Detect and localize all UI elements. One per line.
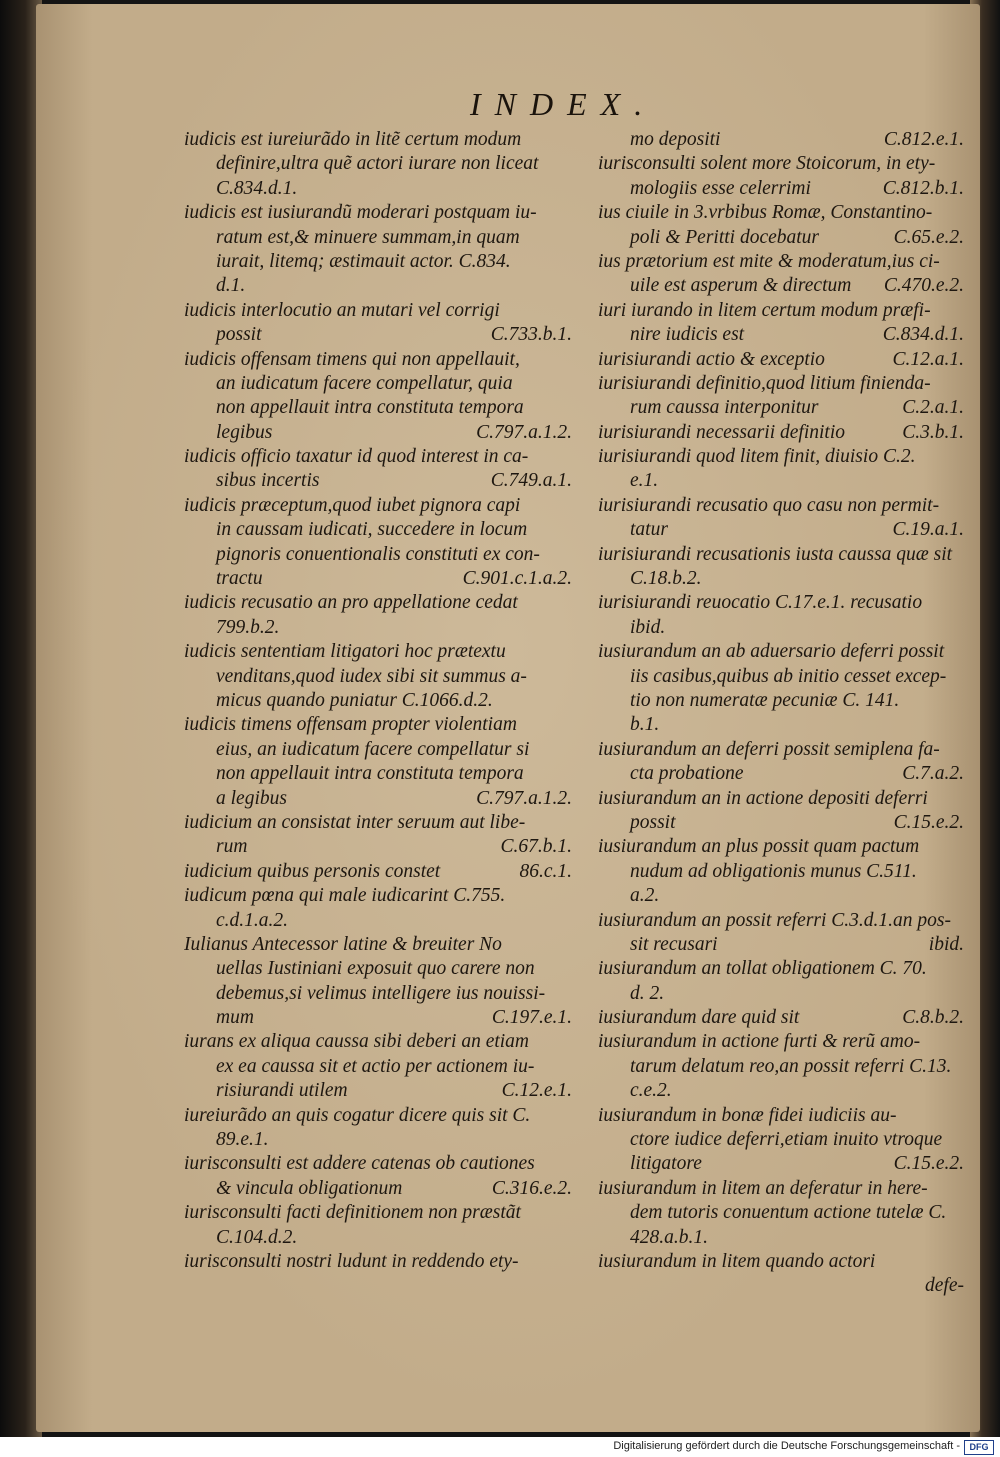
index-line: ibid. bbox=[630, 616, 666, 638]
index-reference: ibid. bbox=[928, 933, 964, 955]
index-line: iusiurandum in bonæ fidei iudiciis au- bbox=[598, 1104, 897, 1126]
index-line bbox=[598, 1152, 964, 1176]
index-line: iudicis est iusiurandũ moderari postquam iu- bbox=[184, 202, 537, 224]
index-line: iurisiurandi reuocatio C.17.e.1. recusatio bbox=[598, 592, 923, 614]
index-line bbox=[598, 421, 964, 445]
index-entry-text: legibus bbox=[216, 421, 273, 443]
index-line bbox=[598, 811, 964, 835]
index-line bbox=[184, 323, 572, 347]
index-line bbox=[598, 348, 964, 372]
index-line bbox=[184, 469, 572, 493]
index-line: iudicum pœna qui male iudicarint C.755. bbox=[184, 885, 506, 907]
index-entry-text: cta probatione bbox=[630, 763, 744, 785]
index-line: ius ciuile in 3.vrbibus Romæ, Constantino- bbox=[598, 202, 933, 224]
index-line bbox=[598, 274, 964, 298]
index-line: iusiurandum in actione furti & rerũ amo- bbox=[598, 1031, 921, 1053]
index-entry-text: sibus incertis bbox=[216, 470, 320, 492]
index-reference: C.7.a.2. bbox=[902, 763, 964, 785]
index-reference: C.733.b.1. bbox=[490, 324, 572, 346]
index-line: iusiurandum an possit referri C.3.d.1.an pos- bbox=[598, 909, 952, 931]
index-reference: C.797.a.1.2. bbox=[476, 787, 572, 809]
index-line: iurisconsulti solent more Stoicorum, in ety- bbox=[598, 153, 936, 175]
index-line: uellas Iustiniani exposuit quo carere non bbox=[216, 958, 535, 980]
index-entry-text: iurisiurandi actio & exceptio bbox=[598, 348, 825, 370]
index-entry-text: nire iudicis est bbox=[630, 324, 745, 346]
index-line: iureiurãdo an quis cogatur dicere quis sit C. bbox=[184, 1104, 531, 1126]
index-line: debemus,si velimus intelligere ius nouissi- bbox=[216, 982, 546, 1004]
index-line: iudicis timens offensam propter violentiam bbox=[184, 714, 517, 736]
index-line: definire,ultra quẽ actori iurare non liceat bbox=[216, 153, 539, 175]
index-reference: C.15.e.2. bbox=[893, 1153, 964, 1175]
index-line: venditans,quod iudex sibi sit summus a- bbox=[216, 665, 527, 687]
index-entry-text: sit recusari bbox=[630, 933, 718, 955]
index-reference: C.65.e.2. bbox=[893, 226, 964, 248]
index-line: iusiurandum an deferri possit semiplena fa- bbox=[598, 738, 940, 760]
index-line: tio non numeratæ pecuniæ C. 141. bbox=[630, 689, 900, 711]
index-line: C.18.b.2. bbox=[630, 568, 702, 590]
index-entry-text: rum caussa interponitur bbox=[630, 397, 819, 419]
index-line: iusiurandum an in actione depositi deferri bbox=[598, 787, 928, 809]
index-column-left bbox=[184, 128, 572, 1274]
index-entry-text: mum bbox=[216, 1007, 254, 1029]
index-line: e.1. bbox=[630, 470, 659, 492]
index-line: iusiurandum in litem an deferatur in here- bbox=[598, 1177, 928, 1199]
index-line bbox=[598, 762, 964, 786]
index-entry-text: a legibus bbox=[216, 787, 287, 809]
index-line: iudicis est iureiurãdo in litẽ certum modum bbox=[184, 129, 522, 150]
index-line bbox=[598, 177, 964, 201]
index-line: iudicium an consistat inter seruum aut libe- bbox=[184, 811, 526, 833]
index-line: C.104.d.2. bbox=[216, 1226, 298, 1248]
index-line: iudicis præceptum,quod iubet pignora capi bbox=[184, 494, 521, 516]
index-line: iusiurandum an tollat obligationem C. 70. bbox=[598, 958, 927, 980]
index-line bbox=[184, 567, 572, 591]
index-line bbox=[598, 1274, 964, 1298]
index-line: iurisiurandi recusationis iusta caussa quæ sit bbox=[598, 543, 953, 565]
index-reference: C.2.a.1. bbox=[902, 397, 964, 419]
index-reference: C.12.e.1. bbox=[501, 1080, 572, 1102]
index-line: pignoris conuentionalis constituti ex con- bbox=[216, 543, 540, 565]
index-line bbox=[184, 1006, 572, 1030]
index-line: 428.a.b.1. bbox=[630, 1226, 708, 1248]
index-line: in caussam iudicati, succedere in locum bbox=[216, 519, 528, 541]
page-header: INDEX. bbox=[470, 86, 657, 122]
index-reference: C.797.a.1.2. bbox=[476, 421, 572, 443]
index-line: c.d.1.a.2. bbox=[216, 909, 289, 931]
index-line: ctore iudice deferri,etiam inuito vtroque bbox=[630, 1129, 943, 1151]
index-line: tarum delatum reo,an possit referri C.13. bbox=[630, 1055, 952, 1077]
index-reference: C.12.a.1. bbox=[892, 348, 964, 370]
index-entry-text: litigatore bbox=[630, 1153, 702, 1175]
dfg-logo: DFG bbox=[964, 1440, 994, 1455]
index-reference: defe- bbox=[925, 1275, 964, 1297]
index-reference: C.15.e.2. bbox=[893, 811, 964, 833]
index-line: iis casibus,quibus ab initio cesset excep- bbox=[630, 665, 947, 687]
index-entry-text: iusiurandum dare quid sit bbox=[598, 1007, 800, 1029]
index-line bbox=[598, 323, 964, 347]
index-line: d.1. bbox=[216, 275, 246, 297]
index-line: iurisconsulti nostri ludunt in reddendo ety- bbox=[184, 1250, 519, 1272]
index-line bbox=[598, 518, 964, 542]
index-reference: C.812.b.1. bbox=[882, 177, 964, 199]
index-line: dem tutoris conuentum actione tutelæ C. bbox=[630, 1202, 947, 1224]
index-line: Iulianus Antecessor latine & breuiter No bbox=[184, 933, 502, 955]
index-line bbox=[184, 835, 572, 859]
index-line: iudicis offensam timens qui non appellauit, bbox=[184, 348, 520, 370]
index-reference: C.316.e.2. bbox=[491, 1177, 572, 1199]
index-line bbox=[184, 860, 572, 884]
index-line: iurisconsulti facti definitionem non præstãt bbox=[184, 1202, 521, 1224]
index-line: iudicis interlocutio an mutari vel corrigi bbox=[184, 299, 500, 321]
index-line: 799.b.2. bbox=[216, 616, 280, 638]
index-reference: C.812.e.1. bbox=[883, 129, 964, 150]
index-line bbox=[598, 128, 964, 152]
index-line: iurisiurandi quod litem finit, diuisio C.2. bbox=[598, 446, 916, 468]
index-line: iurait, litemq; æstimauit actor. C.834. bbox=[216, 250, 511, 272]
index-reference: C.19.a.1. bbox=[892, 519, 964, 541]
index-entry-text: tractu bbox=[216, 568, 263, 590]
index-reference: C.749.a.1. bbox=[490, 470, 572, 492]
index-entry-text: poli & Peritti docebatur bbox=[630, 226, 820, 248]
index-entry-text: mologiis esse celerrimi bbox=[630, 177, 811, 199]
index-line: b.1. bbox=[630, 714, 660, 736]
index-reference: C.3.b.1. bbox=[902, 421, 964, 443]
index-line: ex ea caussa sit et actio per actionem iu- bbox=[216, 1055, 535, 1077]
index-line: ratum est,& minuere summam,in quam bbox=[216, 226, 520, 248]
index-entry-text: uile est asperum & directum bbox=[630, 275, 852, 297]
index-line bbox=[598, 396, 964, 420]
index-line: iusiurandum an plus possit quam pactum bbox=[598, 836, 920, 858]
index-reference: C.197.e.1. bbox=[491, 1007, 572, 1029]
index-line: a.2. bbox=[630, 885, 660, 907]
index-line: iudicis recusatio an pro appellatione cedat bbox=[184, 592, 518, 614]
index-line: d. 2. bbox=[630, 982, 665, 1004]
index-line: iurisiurandi definitio,quod litium finienda- bbox=[598, 372, 931, 394]
index-line bbox=[598, 226, 964, 250]
index-line bbox=[598, 933, 964, 957]
index-entry-text: & vincula obligationum bbox=[216, 1177, 403, 1199]
index-line: C.834.d.1. bbox=[216, 177, 298, 199]
index-line bbox=[184, 787, 572, 811]
index-reference: C.834.d.1. bbox=[882, 324, 964, 346]
index-reference: 86.c.1. bbox=[519, 860, 572, 882]
index-line: micus quando puniatur C.1066.d.2. bbox=[216, 689, 493, 711]
index-entry-text: iudicium quibus personis constet bbox=[184, 860, 441, 882]
index-entry-text: rum bbox=[216, 836, 248, 858]
index-entry-text: mo depositi bbox=[630, 129, 721, 150]
index-line bbox=[598, 1006, 964, 1030]
index-entry-text: tatur bbox=[630, 519, 668, 541]
index-line: an iudicatum facere compellatur, quia bbox=[216, 372, 513, 394]
index-line: 89.e.1. bbox=[216, 1129, 269, 1151]
index-line bbox=[184, 1177, 572, 1201]
index-line: iurans ex aliqua caussa sibi deberi an etiam bbox=[184, 1031, 530, 1053]
index-entry-text: possit bbox=[216, 324, 262, 346]
index-line: ius prætorium est mite & moderatum,ius ci- bbox=[598, 250, 940, 272]
index-line bbox=[184, 421, 572, 445]
index-reference: C.8.b.2. bbox=[902, 1007, 964, 1029]
index-line: eius, an iudicatum facere compellatur si bbox=[216, 738, 530, 760]
index-line: non appellauit intra constituta tempora bbox=[216, 763, 524, 785]
index-line: iusiurandum an ab aduersario deferri possit bbox=[598, 641, 945, 663]
index-column-right bbox=[598, 128, 964, 1299]
index-line: nudum ad obligationis munus C.511. bbox=[630, 860, 917, 882]
index-reference: C.901.c.1.a.2. bbox=[462, 568, 572, 590]
index-entry-text: iurisiurandi necessarii definitio bbox=[598, 421, 845, 443]
index-line: iurisiurandi recusatio quo casu non permit- bbox=[598, 494, 940, 516]
footer-credit: Digitalisierung gefördert durch die Deutsche Forschungsgemeinschaft - bbox=[613, 1440, 960, 1452]
index-line bbox=[184, 1079, 572, 1103]
index-entry-text: risiurandi utilem bbox=[216, 1080, 348, 1102]
index-line: iurisconsulti est addere catenas ob cautiones bbox=[184, 1153, 535, 1175]
index-reference: C.67.b.1. bbox=[500, 836, 572, 858]
index-line: c.e.2. bbox=[630, 1080, 672, 1102]
index-line: iusiurandum in litem quando actori bbox=[598, 1250, 876, 1272]
index-line: iudicis officio taxatur id quod interest in ca- bbox=[184, 446, 529, 468]
index-line: non appellauit intra constituta tempora bbox=[216, 397, 524, 419]
index-entry-text: possit bbox=[630, 811, 676, 833]
index-line: iuri iurando in litem certum modum præfi- bbox=[598, 299, 931, 321]
index-reference: C.470.e.2. bbox=[883, 275, 964, 297]
index-line: iudicis sententiam litigatori hoc prætextu bbox=[184, 641, 506, 663]
